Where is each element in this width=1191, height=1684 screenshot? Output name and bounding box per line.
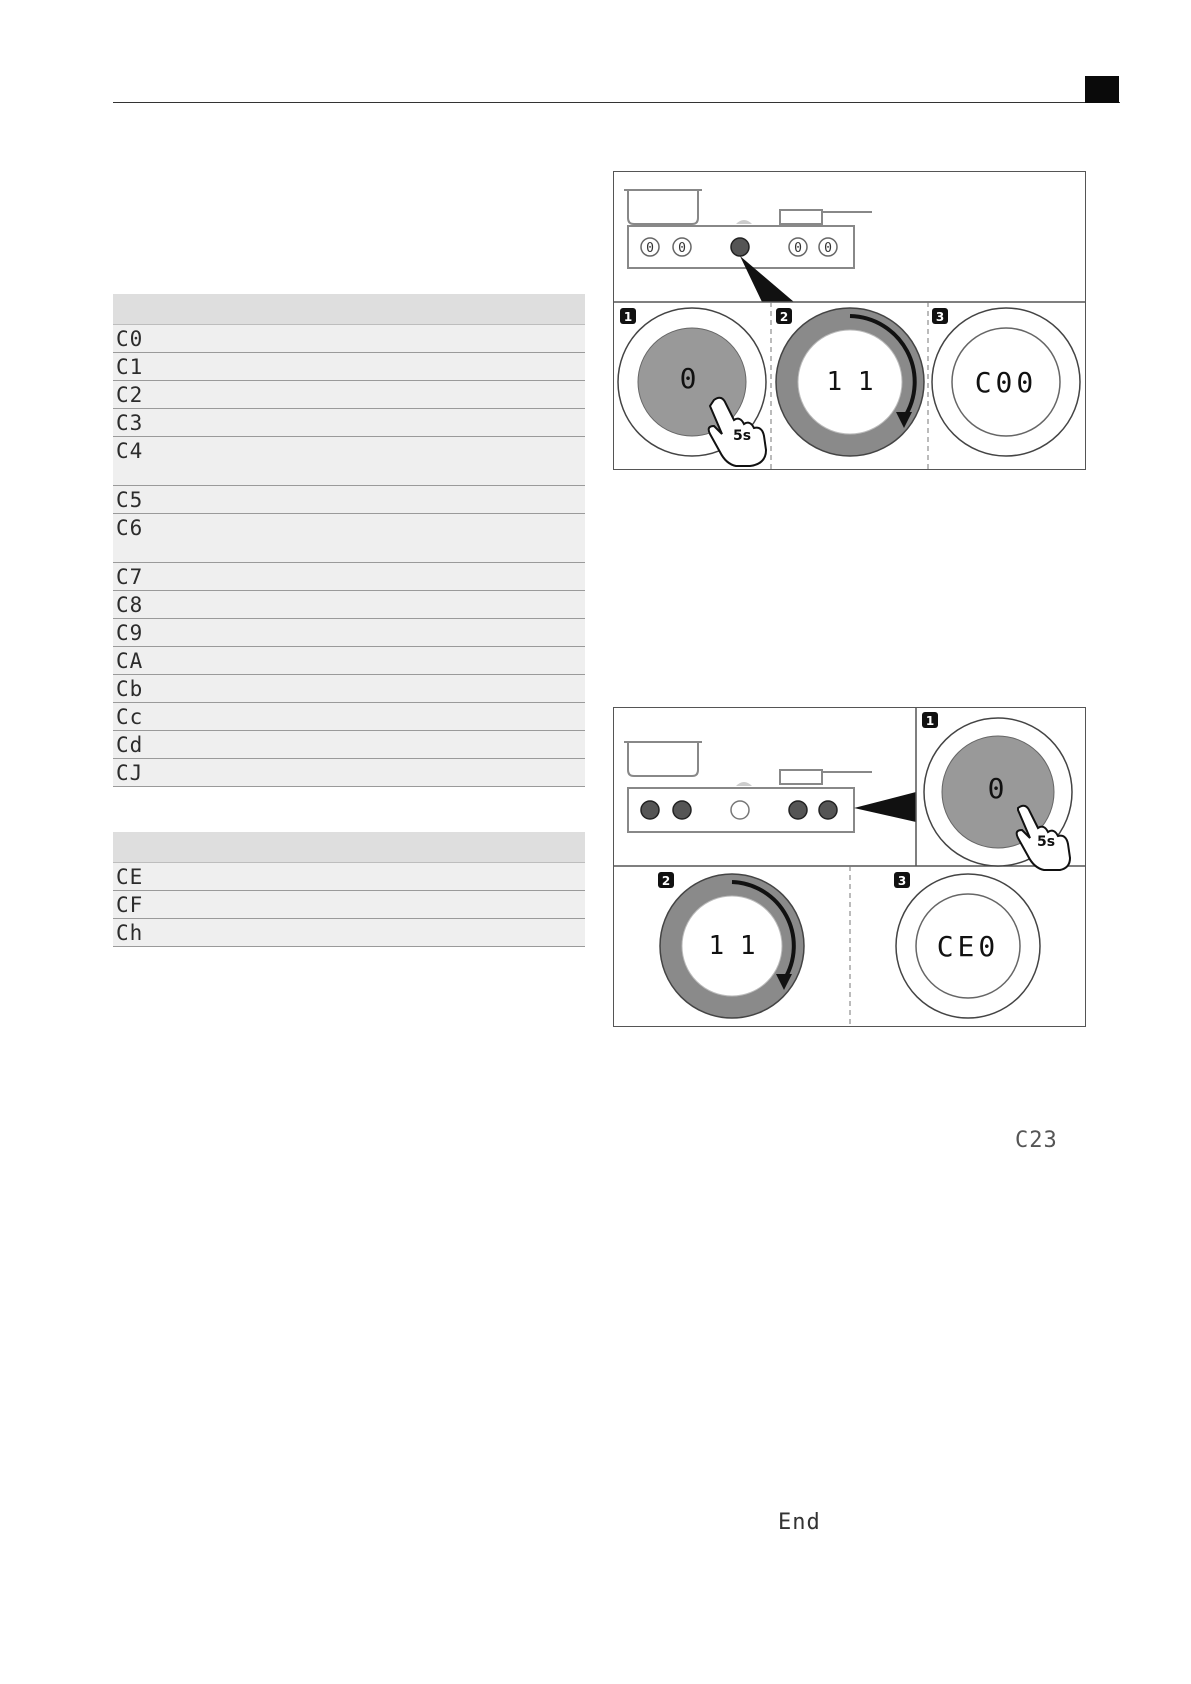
table-row [113, 591, 585, 619]
error-code-label: C5 [116, 488, 144, 512]
svg-text:0: 0 [679, 362, 697, 395]
error-code-label: C9 [116, 621, 144, 645]
table-row [113, 675, 585, 703]
table-header [113, 294, 585, 325]
svg-text:0: 0 [678, 241, 686, 256]
error-code-label: Cb [116, 677, 144, 701]
error-code-label: C3 [116, 411, 144, 435]
error-code-label: CE [116, 865, 144, 889]
dial-step-3 [896, 874, 1040, 1018]
table-row [113, 409, 585, 437]
table-row [113, 619, 585, 647]
error-code-label: Cc [116, 705, 144, 729]
svg-text:5s: 5s [732, 428, 752, 444]
callout-pointer [854, 792, 916, 822]
table-row [113, 703, 585, 731]
step-badge-3 [932, 308, 948, 324]
svg-text:0: 0 [646, 241, 654, 256]
step-badge-2 [776, 308, 792, 324]
figure-error-settings [613, 707, 1086, 1027]
svg-text:0: 0 [824, 241, 832, 256]
error-code-label: Ch [116, 921, 144, 945]
error-code-label: C6 [116, 516, 144, 540]
svg-text:CE0: CE0 [936, 930, 1000, 963]
table-row [113, 731, 585, 759]
svg-text:3: 3 [897, 874, 907, 888]
error-code-label: C7 [116, 565, 144, 589]
step-badge-1 [922, 712, 938, 728]
step-badge-2 [658, 872, 674, 888]
pot-icon [624, 742, 702, 776]
svg-text:C00: C00 [974, 366, 1038, 399]
inline-code-c23: C23 [1015, 1128, 1058, 1153]
section-marker-block [1085, 76, 1119, 103]
zone-indicator-1 [641, 801, 659, 819]
svg-text:1: 1 [925, 714, 935, 728]
pan-icon [780, 210, 872, 224]
hob-knob-bump [736, 220, 752, 224]
error-code-label: CA [116, 649, 144, 673]
main-switch-button [731, 238, 749, 256]
table-row [113, 647, 585, 675]
table-row [113, 563, 585, 591]
svg-text:1 1: 1 1 [826, 367, 874, 397]
svg-text:5s: 5s [1036, 834, 1056, 850]
table-row [113, 919, 585, 947]
error-code-label: CJ [116, 761, 144, 785]
svg-text:0: 0 [794, 241, 802, 256]
error-code-label: C0 [116, 327, 144, 351]
error-code-label: Cd [116, 733, 144, 757]
code-table-secondary [113, 832, 585, 947]
dial-step-2 [660, 874, 804, 1018]
header-rule [113, 102, 1120, 103]
table-body [113, 863, 585, 947]
table-row [113, 381, 585, 409]
table-row [113, 759, 585, 787]
error-code-label: C1 [116, 355, 144, 379]
dial-step-3 [932, 308, 1080, 456]
table-row [113, 891, 585, 919]
table-row [113, 486, 585, 514]
error-code-label: CF [116, 893, 144, 917]
zone-indicator-2 [673, 801, 691, 819]
error-code-label: C4 [116, 439, 144, 463]
table-row [113, 437, 585, 486]
table-body [113, 325, 585, 787]
table-row [113, 514, 585, 563]
hob-knob-bump [736, 782, 752, 786]
zone-indicator-4 [819, 801, 837, 819]
pot-icon [624, 190, 702, 224]
svg-text:1 1: 1 1 [708, 931, 756, 961]
error-code-label: C8 [116, 593, 144, 617]
svg-text:0: 0 [987, 772, 1005, 805]
code-table-main [113, 294, 585, 787]
table-header [113, 832, 585, 863]
pan-icon [780, 770, 872, 784]
step-badge-3 [894, 872, 910, 888]
error-code-label: C2 [116, 383, 144, 407]
svg-text:2: 2 [779, 310, 789, 324]
figure-basic-settings [613, 171, 1086, 470]
svg-text:2: 2 [661, 874, 671, 888]
zone-indicator-3 [789, 801, 807, 819]
step-badge-1 [620, 308, 636, 324]
table-row [113, 863, 585, 891]
svg-text:3: 3 [935, 310, 945, 324]
table-row [113, 325, 585, 353]
table-row [113, 353, 585, 381]
figure-2-illustration [614, 708, 1085, 1026]
main-switch-button [731, 801, 749, 819]
dial-step-2 [776, 308, 924, 456]
figure-1-illustration [614, 172, 1085, 469]
svg-text:1: 1 [623, 310, 633, 324]
inline-code-end: End [778, 1510, 821, 1535]
